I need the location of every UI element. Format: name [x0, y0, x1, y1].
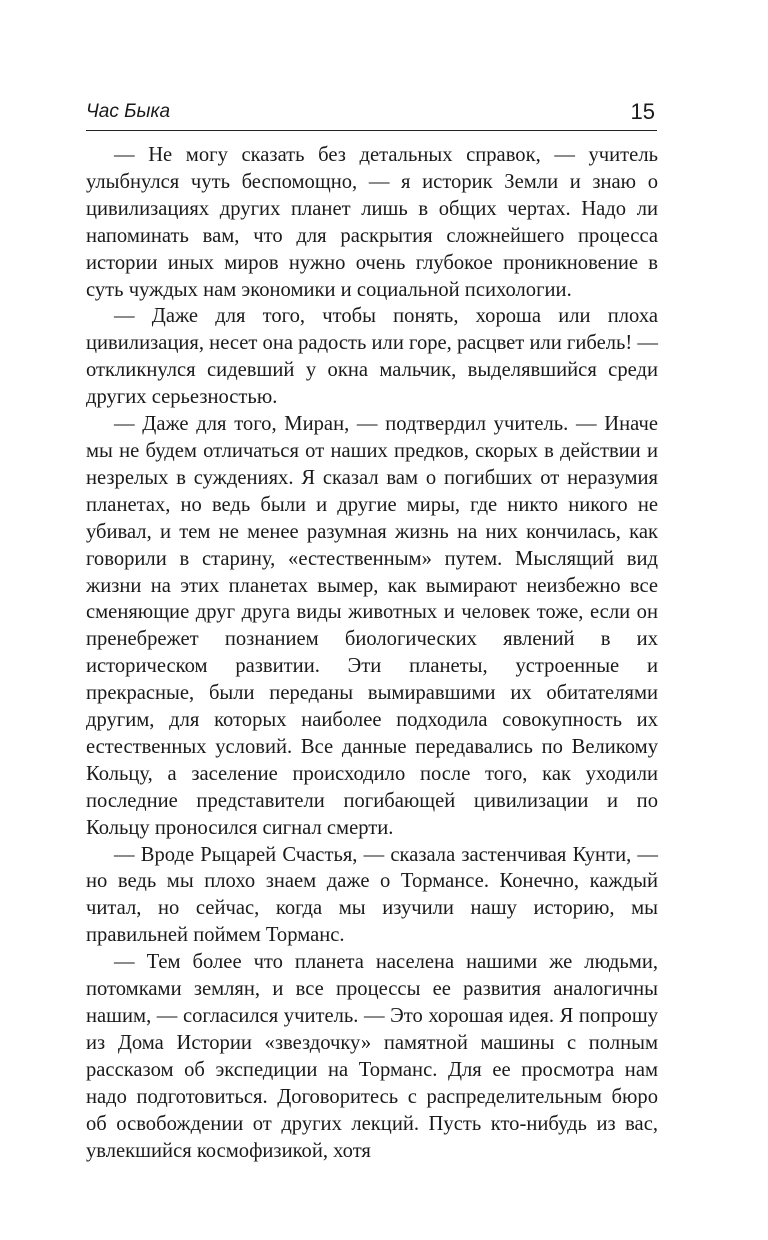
- paragraph: — Тем более что планета населена нашими же людьми, потомками землян, и все процессы ее развития аналогичны нашим, — согласился учитель. — Это хорошая идея. Я попрошу из Дома Истории «звездочку» памятной машины с полным рассказом об экспедиции на Торманс. Для ее просмотра нам надо подготовиться. Договоритесь с распределительным бюро об освобождении от других лекций. Пусть кто-нибудь из вас, увлекшийся космофизикой, хотя: [86, 951, 658, 1162]
- paragraph: — Даже для того, чтобы понять, хороша или плоха цивилизация, несет она радость или горе, расцвет или гибель! — откликнулся сидевший у окна мальчик, выделявшийся среди других серьезностью.: [86, 305, 659, 409]
- running-title: Час Быка: [86, 101, 171, 122]
- paragraph: — Вроде Рыцарей Счастья, — сказала застенчивая Кунти, — но ведь мы плохо знаем даже о Тормансе. Конечно, каждый читал, но сейчас, когда мы изучили нашу историю, мы правильней поймем Торманс.: [86, 843, 658, 947]
- paragraph: — Даже для того, Миран, — подтвердил учитель. — Иначе мы не будем отличаться от наших предков, скорых в действии и незрелых в суждениях. Я сказал вам о погибших от неразумия планетах, но ведь были и другие миры, где никто никого не убивал, и тем не менее разумная жизнь на них кончилась, как говорили в старину, «естественным» путем. Мыслящий вид жизни на этих планетах вымер, как вымирают неизбежно все сменяющие друг друга виды животных и человек тоже, если он пренебрежет познанием биологических явлений в их историческом развитии. Эти планеты, устроенные и прекрасные, были переданы вымиравшими их обитателями другим, для которых наиболее подходила совокупность их естественных условий. Все данные передавались по Великому Кольцу, а заселение происходило после того, как уходили последние представители погибающей цивилизации и по Кольцу проносился сигнал смерти.: [86, 413, 658, 839]
- running-head: [86, 96, 657, 131]
- body-text: [86, 142, 658, 1164]
- paragraph: — Не могу сказать без детальных справок, — учитель улыбнулся чуть беспомощно, — я историк Земли и знаю о цивилизациях других планет лишь в общих чертах. Надо ли напоминать вам, что для раскрытия сложнейшего процесса истории иных миров нужно очень глубокое проникновение в суть чуждых нам экономики и социальной психологии.: [86, 144, 658, 301]
- page-number: 15: [630, 99, 655, 124]
